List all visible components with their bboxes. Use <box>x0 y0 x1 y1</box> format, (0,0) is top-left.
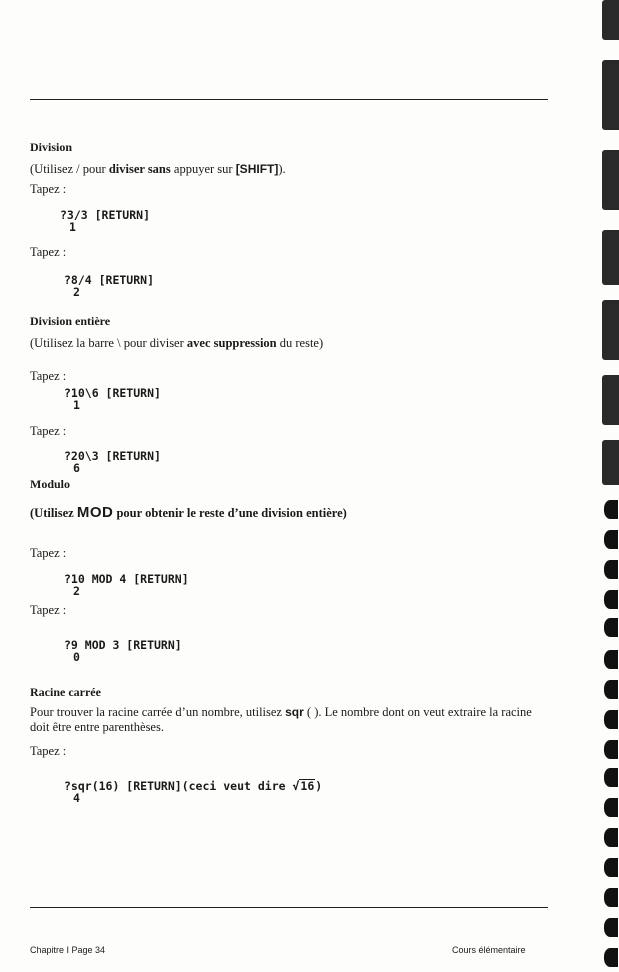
integer-division-note: (Utilisez la barre \ pour diviser avec suppression du reste) <box>30 336 324 350</box>
binding-holes-decoration <box>600 0 619 972</box>
code-example-intdiv-1: ?10\6 [RETURN] 1 <box>64 386 161 412</box>
type-label: Tapez : <box>30 245 67 259</box>
section-heading-integer-division: Division entière <box>30 314 111 328</box>
type-label: Tapez : <box>30 546 67 560</box>
square-root-paragraph: Pour trouver la racine carrée d’un nombre, utilisez sqr ( ). Le nombre dont on veut extraire la racine doit être entre parenthèses. <box>30 705 532 734</box>
section-heading-square-root: Racine carrée <box>30 685 101 699</box>
section-heading-modulo: Modulo <box>30 477 71 491</box>
section-heading-division: Division <box>30 140 73 154</box>
footer-course-title: Cours élémentaire <box>452 945 526 955</box>
code-example-intdiv-2: ?20\3 [RETURN] 6 <box>64 449 161 475</box>
division-note: (Utilisez / pour diviser sans appuyer sur [SHIFT]). <box>30 162 286 176</box>
modulo-note: (Utilisez MOD pour obtenir le reste d’une division entière) <box>30 504 347 521</box>
header-rule <box>30 99 548 100</box>
code-example-div-2: ?8/4 [RETURN] 2 <box>64 273 155 299</box>
sqrt-symbol: √16 <box>292 779 315 793</box>
footer-chapter-page: Chapitre I Page 34 <box>30 945 106 955</box>
footer-rule <box>30 907 548 908</box>
type-label: Tapez : <box>30 369 67 383</box>
type-label: Tapez : <box>30 424 67 438</box>
code-example-sqrt: ?sqr(16) [RETURN](ceci veut dire √16) 4 <box>64 779 323 805</box>
code-example-mod-1: ?10 MOD 4 [RETURN] 2 <box>64 572 189 598</box>
type-label: Tapez : <box>30 182 67 196</box>
type-label: Tapez : <box>30 603 67 617</box>
code-example-div-1: ?3/3 [RETURN] 1 <box>60 208 151 234</box>
type-label: Tapez : <box>30 744 67 758</box>
code-example-mod-2: ?9 MOD 3 [RETURN] 0 <box>64 638 182 664</box>
